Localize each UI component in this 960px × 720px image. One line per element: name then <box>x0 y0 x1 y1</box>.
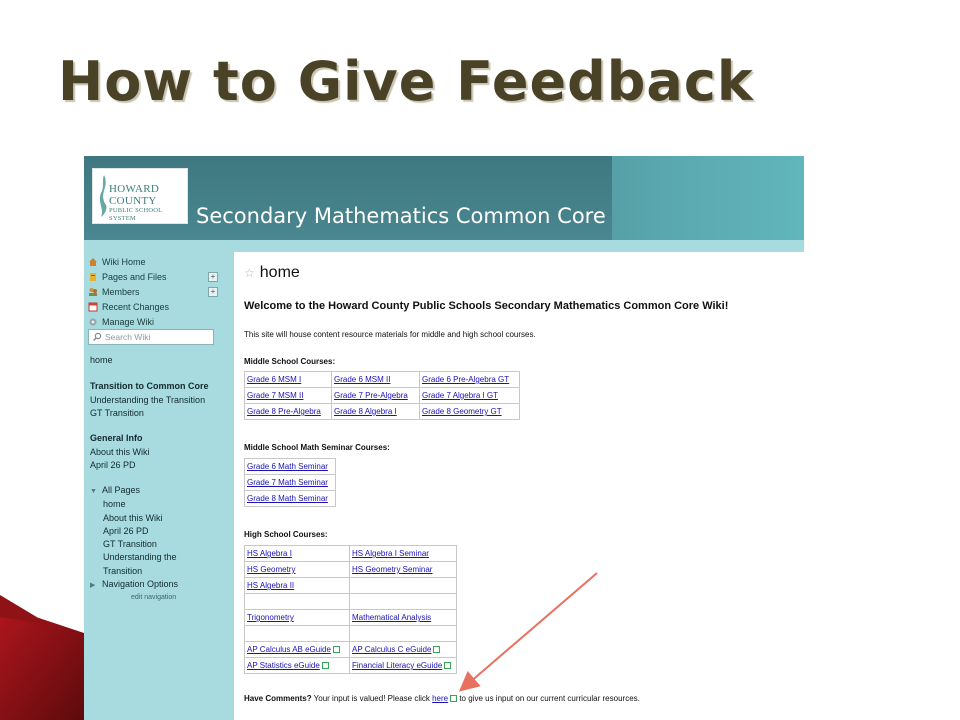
table-row <box>245 562 457 578</box>
sidebar-home-link[interactable]: home <box>90 355 113 365</box>
gear-icon <box>88 317 98 327</box>
middle-school-table <box>244 371 520 420</box>
calendar-icon <box>88 302 98 312</box>
table-cell <box>350 610 457 626</box>
house-icon <box>88 257 98 267</box>
star-icon[interactable]: ☆ <box>244 266 255 280</box>
sidebar-item-members[interactable] <box>88 284 218 299</box>
comments-bold: Have Comments? <box>244 694 312 703</box>
external-link-icon <box>333 646 340 653</box>
sidebar-item-label: Recent Changes <box>102 301 170 312</box>
sidebar-item-manage-wiki[interactable] <box>88 314 218 329</box>
sidebar-item-label: Manage Wiki <box>102 316 155 327</box>
sidebar-item-label: Wiki Home <box>102 256 146 267</box>
feedback-here-link[interactable]: here <box>432 694 449 703</box>
table-row <box>245 626 457 642</box>
table-cell <box>350 578 457 594</box>
table-cell <box>245 388 332 404</box>
logo-text <box>109 183 187 223</box>
high-school-heading: High School Courses: <box>244 530 328 539</box>
table-cell <box>245 610 350 626</box>
table-cell <box>245 491 336 507</box>
red-wedge-decoration <box>0 595 90 720</box>
wiki-screenshot <box>84 156 804 720</box>
page-header <box>244 264 300 282</box>
course-link[interactable]: Grade 8 Math Seminar <box>247 494 328 503</box>
table-cell <box>420 372 520 388</box>
course-link[interactable]: HS Algebra I <box>247 549 292 558</box>
table-row <box>245 404 520 420</box>
logo-line2: PUBLIC SCHOOL SYSTEM <box>109 207 163 222</box>
edit-navigation-link[interactable]: edit navigation <box>131 594 177 601</box>
external-link-icon <box>322 662 329 669</box>
table-cell <box>350 642 457 658</box>
sidebar-item-recent-changes[interactable] <box>88 299 218 314</box>
sidebar <box>84 252 234 720</box>
transition-heading: Transition to Common Core <box>90 381 209 391</box>
course-link[interactable]: Grade 6 Math Seminar <box>247 462 328 471</box>
course-link[interactable]: Grade 7 MSM II <box>247 391 304 400</box>
course-link[interactable]: HS Algebra I Seminar <box>352 549 429 558</box>
search-icon <box>92 332 102 342</box>
sidebar-item-wiki-home[interactable] <box>88 254 218 269</box>
table-row <box>245 594 457 610</box>
course-link[interactable]: HS Geometry Seminar <box>352 565 433 574</box>
tree-item-gt-transition[interactable]: GT Transition <box>103 539 157 550</box>
table-row <box>245 578 457 594</box>
expand-pages-button[interactable]: + <box>208 272 218 282</box>
hcpss-logo[interactable] <box>92 168 188 224</box>
tree-item-understanding[interactable]: Understanding the <box>103 552 177 563</box>
table-row <box>245 475 336 491</box>
all-pages-tree <box>90 484 178 592</box>
banner-strip <box>84 240 804 252</box>
course-link[interactable]: AP Calculus AB eGuide <box>247 645 331 654</box>
course-link[interactable]: Grade 6 MSM II <box>334 375 391 384</box>
tree-item-april-pd[interactable]: April 26 PD <box>103 525 149 536</box>
sidebar-item-label: Pages and Files <box>102 271 167 282</box>
table-cell <box>332 388 420 404</box>
high-school-table <box>244 545 457 674</box>
table-cell <box>350 658 457 674</box>
table-row <box>245 459 336 475</box>
table-cell <box>332 372 420 388</box>
pages-icon <box>88 272 98 282</box>
sidebar-nav <box>88 254 218 329</box>
course-link[interactable]: Grade 6 MSM I <box>247 375 302 384</box>
table-row <box>245 372 520 388</box>
table-row <box>245 388 520 404</box>
table-cell <box>245 546 350 562</box>
sidebar-item-label: Members <box>102 286 140 297</box>
seminar-heading: Middle School Math Seminar Courses: <box>244 443 390 452</box>
table-cell <box>245 658 350 674</box>
table-cell <box>245 475 336 491</box>
sidebar-link-april-pd[interactable]: April 26 PD <box>90 460 136 470</box>
table-cell <box>332 404 420 420</box>
course-link[interactable]: Mathematical Analysis <box>352 613 432 622</box>
table-cell <box>245 594 350 610</box>
external-link-icon <box>433 646 440 653</box>
course-link[interactable]: Grade 7 Algebra I GT <box>422 391 499 400</box>
triangle-down-icon: ▼ <box>90 488 97 495</box>
course-link[interactable]: Grade 8 Algebra I <box>334 407 397 416</box>
table-cell <box>245 372 332 388</box>
course-link[interactable]: HS Algebra II <box>247 581 295 590</box>
table-cell <box>350 594 457 610</box>
table-cell <box>245 459 336 475</box>
page-title: home <box>259 264 300 281</box>
table-row <box>245 658 457 674</box>
welcome-heading: Welcome to the Howard County Public Schools Secondary Mathematics Common Core Wiki! <box>244 300 729 312</box>
table-cell <box>420 404 520 420</box>
sidebar-link-gt-transition[interactable]: GT Transition <box>90 408 144 418</box>
tree-item-transition[interactable]: Transition <box>103 565 143 576</box>
table-row <box>245 610 457 626</box>
general-info-heading: General Info <box>90 433 143 443</box>
general-info-section <box>90 432 150 473</box>
site-title[interactable]: Secondary Mathematics Common Core <box>196 204 606 228</box>
course-link[interactable]: Grade 6 Pre-Algebra GT <box>422 375 510 384</box>
course-link[interactable]: HS Geometry <box>247 565 296 574</box>
slide-title: How to Give Feedback <box>58 50 754 113</box>
table-cell <box>350 562 457 578</box>
table-row <box>245 546 457 562</box>
search-placeholder: Search Wiki <box>105 332 151 342</box>
course-link[interactable]: Trigonometry <box>247 613 294 622</box>
transition-section <box>90 380 209 421</box>
seminar-table <box>244 458 336 507</box>
table-row <box>245 642 457 658</box>
comments-text: Your input is valued! Please click <box>311 694 433 703</box>
sidebar-link-understanding[interactable]: Understanding the Transition <box>90 394 206 405</box>
course-link[interactable]: Grade 8 Geometry GT <box>422 407 502 416</box>
table-cell <box>420 388 520 404</box>
comments-line <box>244 694 640 703</box>
table-cell <box>245 578 350 594</box>
table-cell <box>350 626 457 642</box>
course-link[interactable]: Grade 7 Pre-Algebra <box>334 391 408 400</box>
course-link[interactable]: Financial Literacy eGuide <box>352 661 443 670</box>
table-cell <box>245 562 350 578</box>
tree-item-home[interactable]: home <box>103 499 126 510</box>
members-icon <box>88 287 98 297</box>
navigation-options-label: Navigation Options <box>102 579 179 590</box>
table-cell <box>350 546 457 562</box>
all-pages-toggle[interactable] <box>90 484 178 498</box>
site-banner <box>84 156 804 252</box>
course-link[interactable]: AP Statistics eGuide <box>247 661 320 670</box>
expand-members-button[interactable]: + <box>208 287 218 297</box>
course-link[interactable]: Grade 7 Math Seminar <box>247 478 328 487</box>
table-cell <box>245 642 350 658</box>
sidebar-item-pages-and-files[interactable] <box>88 269 218 284</box>
course-link[interactable]: AP Calculus C eGuide <box>352 645 432 654</box>
external-link-icon <box>444 662 451 669</box>
table-row <box>245 491 336 507</box>
table-cell <box>245 404 332 420</box>
tree-item-about[interactable]: About this Wiki <box>103 512 163 523</box>
all-pages-label: All Pages <box>102 485 141 495</box>
logo-line1: HOWARD COUNTY <box>109 183 160 207</box>
search-wiki-input[interactable] <box>88 329 214 345</box>
middle-school-heading: Middle School Courses: <box>244 357 336 366</box>
triangle-right-icon: ▶ <box>90 582 96 590</box>
table-cell <box>245 626 350 642</box>
course-link[interactable]: Grade 8 Pre-Algebra <box>247 407 321 416</box>
main-content <box>234 252 804 720</box>
sidebar-link-about[interactable]: About this Wiki <box>90 446 150 457</box>
navigation-options-toggle[interactable] <box>90 578 178 592</box>
intro-text: This site will house content resource materials for middle and high school courses. <box>244 330 536 339</box>
comments-tail: to give us input on our current curricular resources. <box>457 694 640 703</box>
